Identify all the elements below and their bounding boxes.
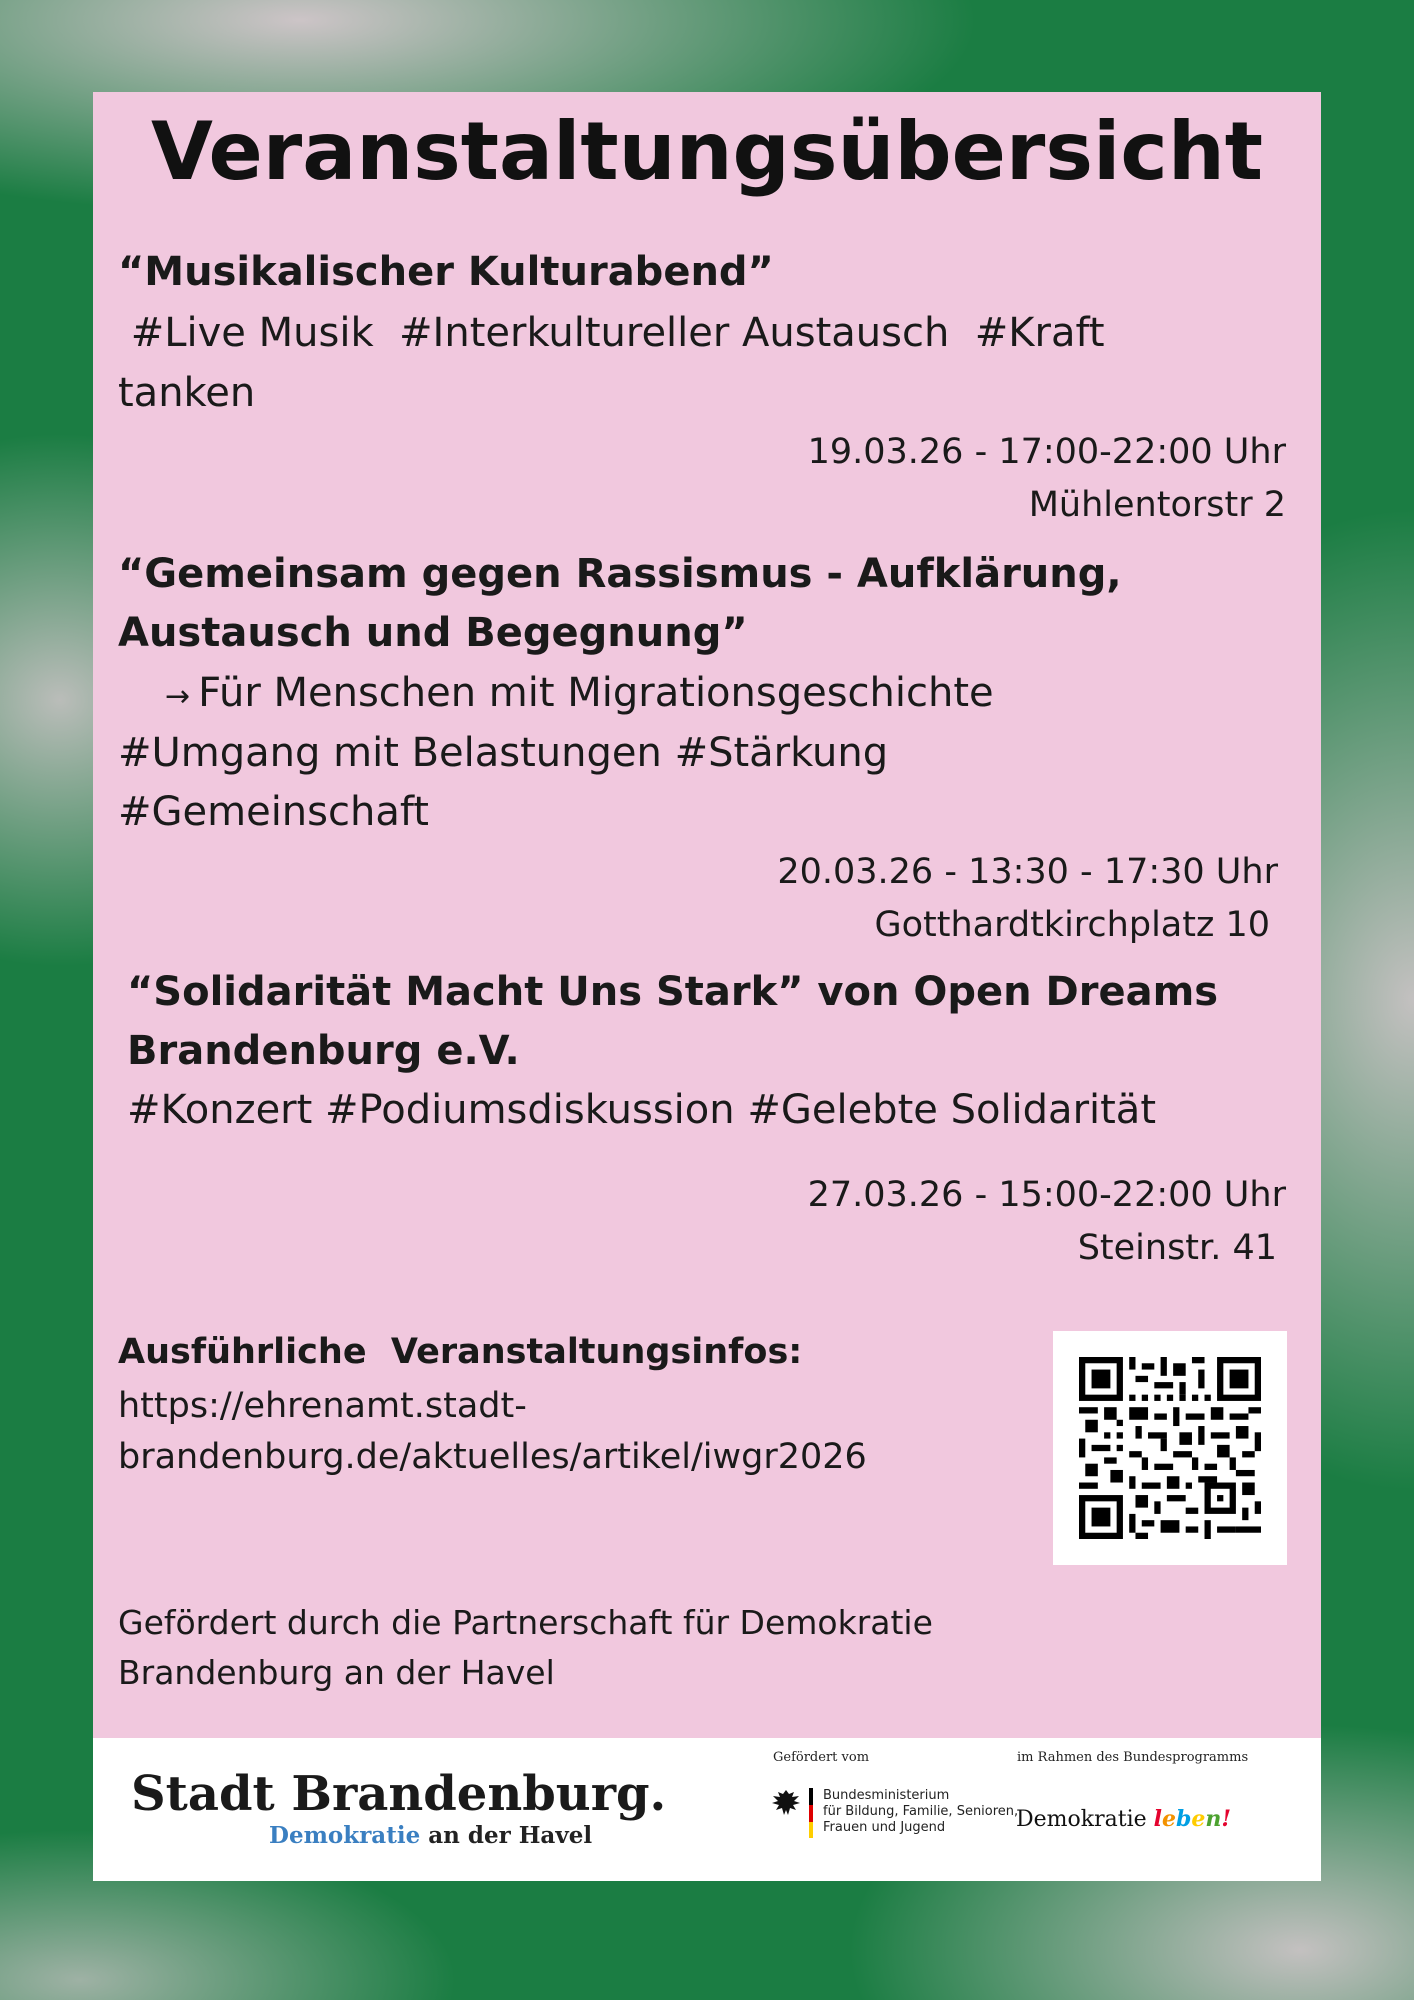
stadt-brandenburg-logo-subtitle [269,1822,592,1849]
event-3-title-line2: Brandenburg e.V. [127,1028,520,1074]
gefoerdert-vom-label: Gefördert vom [773,1750,870,1765]
event-2-title-line2: Austausch und Begegnung” [118,610,748,656]
ministry-name [823,1788,1018,1836]
poster-title: Veranstaltungsübersicht [150,105,1264,198]
info-url-line1[interactable]: https://ehrenamt.stadt- [118,1386,527,1426]
event-3-location: Steinstr. 41 [1077,1228,1277,1268]
logo-sub-demokratie: Demokratie [269,1822,421,1849]
im-rahmen-label: im Rahmen des Bundesprogramms [1017,1750,1249,1765]
info-label: Ausführliche Veranstaltungsinfos: [118,1332,803,1372]
demokratie-leben-word2: leben! [1153,1806,1232,1832]
logo-sub-rest: an der Havel [420,1822,593,1849]
funding-line2: Brandenburg an der Havel [118,1653,555,1692]
event-2-target-text: Für Menschen mit Migrationsgeschichte [198,670,994,716]
event-2-title-line1: “Gemeinsam gegen Rassismus - Aufklärung, [118,551,1122,597]
event-2-date: 20.03.26 - 13:30 - 17:30 Uhr [777,852,1278,892]
funding-line1: Gefördert durch die Partnerschaft für Demokratie [118,1603,933,1642]
event-1-tags-line2: tanken [118,370,256,416]
event-1-date: 19.03.26 - 17:00-22:00 Uhr [807,432,1286,472]
info-url-line2[interactable]: brandenburg.de/aktuelles/artikel/iwgr2026 [118,1437,867,1477]
event-3-title-line1: “Solidarität Macht Uns Stark” von Open Dreams [127,969,1219,1015]
event-2-tags-line1: #Umgang mit Belastungen #Stärkung [118,730,889,776]
german-flag-bar [809,1788,813,1838]
demokratie-leben-word1: Demokratie [1016,1807,1154,1832]
event-3-date: 27.03.26 - 15:00-22:00 Uhr [807,1175,1286,1215]
event-1-title: “Musikalischer Kulturabend” [118,249,774,295]
ministry-line3: Frauen und Jugend [823,1820,946,1835]
event-2-tags-line2: #Gemeinschaft [118,789,429,835]
event-1-location: Mühlentorstr 2 [1028,485,1286,525]
federal-eagle-icon [770,1788,802,1818]
demokratie-leben-logo [1016,1806,1231,1832]
ministry-line2: für Bildung, Familie, Senioren, [823,1804,1019,1819]
footer-logos [93,1738,1321,1881]
event-3-tags: #Konzert #Podiumsdiskussion #Gelebte Solidarität [127,1087,1157,1133]
event-1-tags-line1: #Live Musik #Interkultureller Austausch #Kraft [118,310,1105,356]
event-2-target [165,663,994,727]
arrow-right-icon: → [165,679,191,714]
ministry-line1: Bundesministerium [823,1788,950,1803]
qr-code-icon [1079,1357,1261,1539]
qr-code[interactable] [1053,1331,1287,1565]
stadt-brandenburg-logo: Stadt Brandenburg. [131,1766,667,1822]
event-2-location: Gotthardtkirchplatz 10 [874,905,1270,945]
